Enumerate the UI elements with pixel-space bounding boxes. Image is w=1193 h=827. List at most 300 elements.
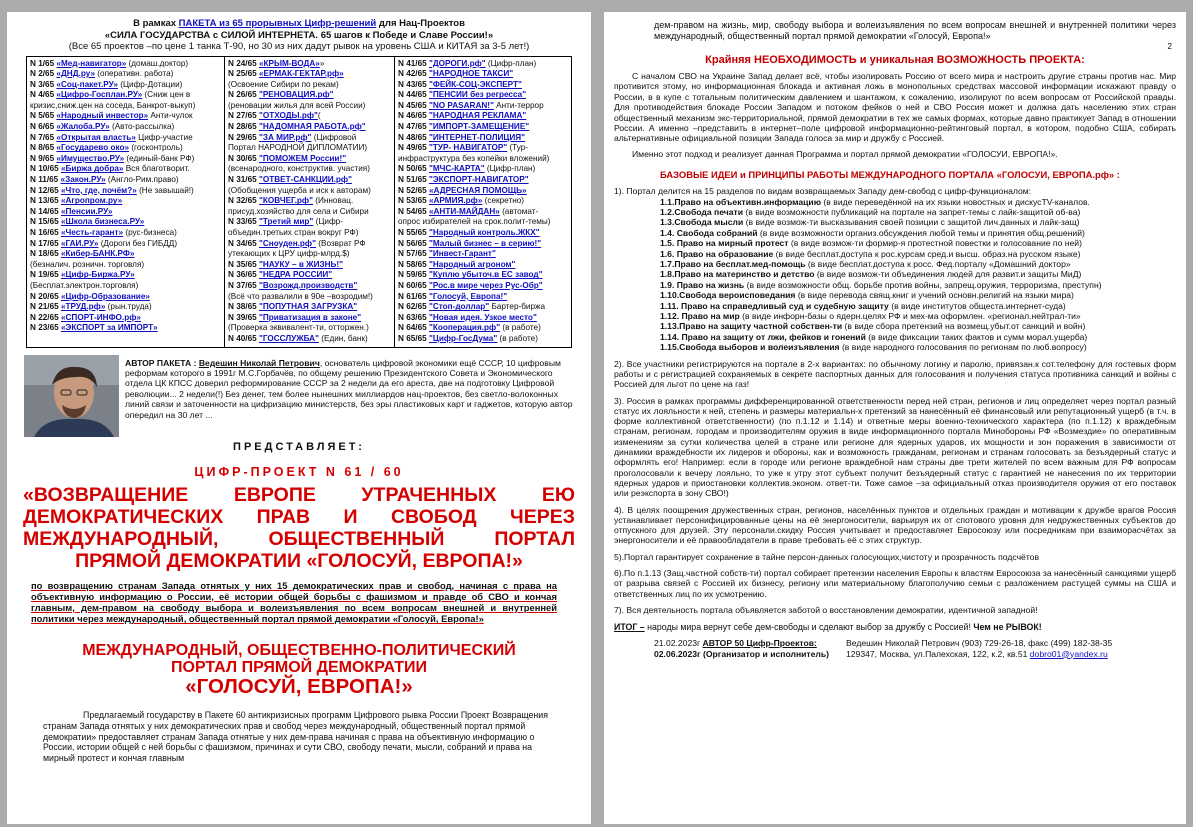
project-link[interactable]: «ТРУД.рф»: [60, 302, 106, 312]
project-link[interactable]: "ГОССЛУЖБА": [258, 333, 319, 343]
header-suffix: для Нац-Проектов: [376, 18, 465, 29]
project-note: Цифр-участие: [135, 132, 193, 142]
package-slogan: «СИЛА ГОСУДАРСТВА с СИЛОЙ ИНТЕРНЕТА. 65 шагов к Победе и Славе России!»: [104, 29, 494, 41]
right-desc: (в виде возможности публикаций на портале на запрет-темы с лайк-защитой об-ва): [743, 206, 1081, 217]
package-note: (Все 65 проектов –по цене 1 танка Т-90, но 30 из них дадут рывок на уровень США и КИТАЯ за 3-5 лет!): [68, 41, 530, 52]
project-note: (Авто-рассылка): [109, 122, 175, 132]
project-link[interactable]: "Приватизация в законе": [258, 312, 362, 322]
project-number: N 6/65: [30, 122, 55, 132]
project-item: [228, 217, 391, 228]
project-number: N 58/65: [398, 259, 427, 269]
project-link[interactable]: "НАРОДНАЯ РЕКЛАМА": [428, 111, 527, 121]
conclusion-label: ИТОГ –: [614, 622, 645, 633]
right-name: 1.8.Право на материнство и детство: [660, 269, 815, 280]
project-number: N 37/65: [228, 280, 257, 290]
right-item: [660, 311, 1176, 321]
project-link[interactable]: «Имущество.РУ»: [56, 153, 125, 163]
project-note: (оперативн. работа): [95, 69, 174, 79]
project-link[interactable]: "ИНТЕРНЕТ-ПОЛИЦИЯ": [428, 132, 525, 142]
project-link[interactable]: "МЧС-КАРТА": [428, 164, 485, 174]
project-link[interactable]: «КРЫМ-ВОДА»: [258, 58, 320, 68]
project-item: [228, 260, 391, 271]
project-item: [228, 154, 391, 165]
project-item: [30, 143, 221, 154]
project-note: (госконтроль): [129, 143, 183, 153]
project-number: N 63/65: [398, 312, 427, 322]
right-item: [660, 228, 1176, 238]
project-item: [398, 281, 568, 292]
project-number: N 47/65: [398, 122, 427, 132]
project-item: [398, 217, 568, 228]
project-link[interactable]: "НАРОДНОЕ ТАКСИ": [428, 69, 514, 79]
right-desc: (в виде бесплат.доступа к росс. Фед.порталу «Домашний доктор»: [805, 258, 1071, 269]
project-number: N 45/65: [398, 100, 427, 110]
project-note: (секретно): [482, 196, 524, 206]
project-number: N 46/65: [398, 111, 427, 121]
project-note: (Проверка эквивалент-ти, отторжен.): [228, 323, 369, 333]
rights-list: [614, 197, 1176, 353]
project-number: N 51/65: [398, 175, 427, 185]
project-note: кризис,сниж.цен на соседа, Банкрот-выкуп): [30, 100, 196, 110]
principle-6: 6).По п.1.13 (Защ.частной собств-ти) портал собирает претензии населения Европы к властям Евросоюза за нанесённый санкциями ущерб от разрыва связей с Россией их бизнесу, региону или материальному благополучию семьи с разложением растущей суммы на США и ответственных лиц по их усмотрению.: [614, 567, 1176, 599]
right-item: [660, 280, 1176, 290]
project-link[interactable]: «Биржа добра»: [60, 164, 124, 174]
project-link[interactable]: "Инвест-Гарант": [428, 249, 496, 259]
portal-name: «ГОЛОСУЙ, ЕВРОПА!»: [185, 675, 413, 699]
project-item: [228, 196, 391, 207]
project-number: N 14/65: [30, 206, 59, 216]
project-link[interactable]: "ЗА МИР.рф": [258, 132, 312, 142]
principle-2: 2). Все участники регистрируются на портале в 2-х вариантах: по обычному логину и паролю, привязан.к сот.телефону для гостевых форм работы и с регистрацией сохраняемых в секрете паспортных данных для голосования и получения статуса противника санкций и войны с Россией для льгот по цене на газ!: [614, 358, 1176, 390]
project-number: N 27/65: [228, 111, 257, 121]
project-link[interactable]: "Возрожд.производств": [258, 280, 358, 290]
project-note: (Цифр-план): [485, 58, 537, 68]
project-note: (Англо-Рим.право): [105, 175, 179, 185]
project-note: (Возврат РФ: [315, 238, 366, 248]
right-item: [660, 342, 1176, 352]
project-number: N 22/65: [30, 312, 59, 322]
project-link[interactable]: «Мед-навигатор»: [56, 58, 127, 68]
project-item: [398, 270, 568, 281]
project-item: [228, 186, 391, 197]
project-note: утекающих к ЦРУ цифр-млрд.$): [228, 249, 350, 259]
project-item: [228, 133, 391, 144]
project-note: (в работе): [500, 323, 541, 333]
project-link[interactable]: «Цифр-Биржа.РУ»: [60, 270, 135, 280]
project-number: N 59/65: [398, 270, 427, 280]
project-number: N 35/65: [228, 259, 257, 269]
project-link[interactable]: «Что, где, почём?»: [60, 185, 137, 195]
project-number: N 24/65: [228, 58, 257, 68]
project-link[interactable]: «АНТИ-МАЙДАН»: [428, 206, 500, 216]
project-note: (Освоение Сибири по рекам): [228, 79, 339, 89]
project-link[interactable]: "Цифр-ГосДума": [428, 333, 498, 343]
project-item: [398, 90, 568, 101]
project-number: N 30/65: [228, 153, 257, 163]
principle-7: 7). Вся деятельность портала объявляется заботой о восстановлении демократии, идентичной западной!: [614, 604, 1038, 615]
project-note: (Сниж цен в: [142, 90, 191, 100]
project-note: »: [319, 58, 325, 68]
project-note: (рын.труда): [105, 302, 152, 312]
projects-column-2: [225, 56, 395, 347]
necessity-heading: Крайняя НЕОБХОДИМОСТЬ и уникальная ВОЗМОЖНОСТЬ ПРОЕКТА:: [705, 54, 1085, 66]
project-note: (всенародного, конструктив. участия): [228, 164, 370, 174]
project-number: N 49/65: [398, 143, 427, 153]
project-item: [228, 270, 391, 281]
project-number: N 23/65: [30, 323, 59, 333]
project-item: [228, 90, 391, 101]
project-item: [30, 196, 221, 207]
portal-line-1: МЕЖДУНАРОДНЫЙ, ОБЩЕСТВЕННО-ПОЛИТИЧЕСКИЙ: [82, 642, 516, 660]
project-link[interactable]: "ЭКСПОРТ-НАВИГАТОР": [428, 175, 529, 185]
project-number: N 28/65: [228, 122, 257, 132]
author-photo: [24, 355, 119, 437]
organizer-role: (Организатор и исполнитель): [702, 648, 830, 659]
project-item: [228, 175, 391, 186]
project-link[interactable]: "Третий мир": [258, 217, 314, 227]
project-number: N 21/65: [30, 302, 59, 312]
project-note: (Бесплат.электрон.торговля): [30, 280, 139, 290]
project-link[interactable]: "NO PASARAN!": [428, 100, 494, 110]
project-note: (Цифр-план): [484, 164, 536, 174]
principle-1: 1). Портал делится на 15 разделов по видам возвращаемых Западу дем-свобод с цифр-функционалом:: [614, 186, 1032, 197]
approach-paragraph: Именно этот подход и реализует данная Программа и портал прямой демократии «ГОЛОСУИ, ЕВРОПА!».: [632, 148, 1058, 159]
project-note: (безналич. розничн. торговля): [30, 259, 145, 269]
project-link[interactable]: "ИМПОРТ-ЗАМЕЩЕНИЕ": [428, 122, 530, 132]
project-number: N 55/65: [398, 228, 427, 237]
right-item: [660, 321, 1176, 331]
project-number: N 48/65: [398, 132, 427, 142]
right-desc: (в виде институтов общеста.интернет-суда): [888, 300, 1066, 311]
project-item: [228, 334, 391, 345]
project-note: (Тур-: [507, 143, 528, 153]
project-item: [228, 69, 391, 80]
project-number: N 44/65: [398, 90, 427, 100]
project-link[interactable]: "ФЕЙК-СОЦ-ЭКСПЕРТ": [428, 79, 522, 89]
project-item: [398, 313, 568, 324]
project-number: N 65/65: [398, 333, 427, 343]
project-number: N 40/65: [228, 333, 257, 343]
page-number: 2: [1167, 42, 1172, 51]
project-link[interactable]: "ДОРОГИ.рф": [428, 58, 486, 68]
project-note: (Обобщения ущерба и иск к авторам): [228, 185, 371, 195]
project-number: N 43/65: [398, 79, 427, 89]
project-item: [30, 69, 221, 80]
principle-5: 5).Портал гарантирует сохранение в тайне персон-данных голосующих,чистоту и прозрачность подсчётов: [614, 551, 1040, 562]
project-title: «ВОЗВРАЩЕНИЕ ЕВРОПЕ УТРАЧЕННЫХ ЕЮ ДЕМОКРАТИЧЕСКИХ ПРАВ И СВОБОД ЧЕРЕЗ МЕЖДУНАРОДНЫЙ, ОБЩЕСТВЕННЫЙ ПОРТАЛ ПРЯМОЙ ДЕМОКРАТИИ «ГОЛОСУЙ, ЕВРОПА!»: [23, 483, 575, 572]
conclusion: [614, 622, 1176, 632]
project-item: [228, 143, 391, 154]
project-link[interactable]: "Рос.в мире через Рус-Обр": [428, 280, 543, 290]
project-link[interactable]: "Сноуден.рф": [258, 238, 316, 248]
project-item: [398, 228, 568, 239]
project-number: N 33/65: [228, 217, 257, 227]
project-note: инфраструктура без копейки вложений): [398, 153, 550, 163]
right-item: [660, 217, 1176, 227]
contact-email[interactable]: dobro01@yandex.ru: [1029, 648, 1108, 659]
project-note: (Дороги без ГИБДД): [98, 238, 178, 248]
right-name: 1.15.Свобода выборов и волеизъявления: [660, 342, 840, 353]
project-number: N 19/65: [30, 270, 59, 280]
package-link[interactable]: ПАКЕТА из 65 прорывных Цифр-решений: [178, 18, 377, 29]
right-name: 1.1.Право на объективн.информацию: [660, 196, 822, 207]
project-item: [398, 207, 568, 218]
project-link[interactable]: "Стоп-доллар": [428, 302, 490, 312]
project-link[interactable]: "ПОПУТНАЯ ЗАГРУЗКА": [258, 302, 358, 312]
project-number: N 38/65: [228, 302, 257, 312]
right-name: 1.10.Свобода вероисповедания: [660, 290, 796, 301]
project-number: N 3/65: [30, 79, 55, 89]
project-link[interactable]: "Новая идея. Узкое место": [428, 312, 537, 322]
project-link[interactable]: «Закон.РУ»: [60, 175, 106, 185]
project-number: N 20/65: [30, 291, 59, 301]
project-number: N 32/65: [228, 196, 257, 206]
principles-heading: БАЗОВЫЕ ИДЕИ и ПРИНЦИПЫ РАБОТЫ МЕЖДУНАРОДНОГО ПОРТАЛА «ГОЛОСУИ, ЕВРОПА.рф» :: [660, 169, 1120, 181]
project-note: Анти-чулок: [148, 111, 193, 121]
project-link[interactable]: «Цифр-Образование»: [60, 291, 150, 301]
project-item: [398, 101, 568, 112]
project-item: [398, 164, 568, 175]
project-link[interactable]: «Государево око»: [56, 143, 130, 153]
project-number: N 64/65: [398, 323, 427, 333]
project-item: [30, 111, 221, 122]
project-number: N 7/65: [30, 132, 55, 142]
project-number: N 1/65: [30, 58, 55, 68]
project-item: [30, 281, 221, 292]
project-item: [228, 323, 391, 334]
project-item: [228, 80, 391, 91]
project-item: [228, 239, 391, 250]
right-name: 1.4. Свобода собраний: [660, 227, 758, 238]
project-link[interactable]: «Агропром.ру»: [60, 196, 123, 206]
project-number: N 61/65: [398, 291, 427, 301]
project-number: N 4/65: [30, 90, 55, 100]
author-label: АВТОР ПАКЕТА :: [125, 357, 197, 368]
project-link[interactable]: "НАДОМНАЯ РАБОТА.рф": [258, 122, 366, 132]
project-note: (единый-банк РФ): [124, 153, 195, 163]
project-item: [398, 196, 568, 207]
right-item: [660, 259, 1176, 269]
project-link[interactable]: "КОВЧЕГ.рф": [258, 196, 313, 206]
project-number: ЦИФР-ПРОЕКТ N 61 / 60: [194, 464, 404, 479]
presents-label: ПРЕДСТАВЛЯЕТ:: [233, 440, 365, 453]
project-number: N 31/65: [228, 175, 257, 185]
author-name: Ведешин Николай Петрович: [198, 357, 320, 368]
project-number: N 13/65: [30, 196, 59, 206]
project-link[interactable]: «АРМИЯ.рф»: [428, 196, 483, 206]
project-link[interactable]: "РЕНОВАЦИЯ.рф": [258, 90, 334, 100]
author-block: [15, 355, 583, 439]
project-number: N 26/65: [228, 90, 257, 100]
project-number: N 8/65: [30, 143, 55, 153]
project-link[interactable]: "ПОМОЖЕМ России!": [258, 153, 347, 163]
project-item: [30, 270, 221, 281]
right-name: 1.9. Право на жизнь: [660, 279, 745, 290]
project-link[interactable]: «Цифро-Госплан.РУ»: [56, 90, 143, 100]
right-desc: (в виде бесплат.доступа к рос.курсам сред.и высш. образ.на русском языке): [773, 248, 1081, 259]
right-desc: (в виде народного голосования по регионам по люб.вопросу): [839, 342, 1087, 353]
necessity-paragraph: С началом СВО на Украине Запад делает всё, чтобы изолировать Россию от всего мира и настроить другие страны против нас. Мир противится этому, но информационная блокада и активная ложь в монопольных средствах массовой информации искажают правду о России, в в купе с тотальным политическим давлением и шантажом, к сожалению, изолируют по всем вопросам от Российской правды. Для противодействия блокаде России Западом и потоком фейков о ней и СВО Россия может и должна дать населению этих стран общественный механизм экс-территориальной, прямой демократии в тех же самых формах, которые давно практикует Запад в отношении России. А именно –представить в интернет–поле цифровой информационно-рейтинговый портал, в котором, подобно США, собирать альтернативные официальной позиции Запада голоса за мир и дружбу с Россией.: [614, 71, 1176, 144]
footer-contacts: [846, 638, 1112, 659]
portal-title: [15, 642, 583, 698]
footer-dates: [654, 638, 829, 659]
right-name: 1.5. Право на мирный протест: [660, 238, 789, 249]
project-item: [30, 249, 221, 260]
project-number: N 18/65: [30, 249, 59, 259]
project-item: [228, 249, 391, 260]
project-item: [30, 323, 221, 334]
project-number: N 25/65: [228, 69, 257, 79]
project-link[interactable]: "Куплю убыточ.в ЕС завод": [428, 270, 543, 280]
principle-4: 4). В целях поощрения дружественных стран, регионов, населённых пунктов и отдельных граждан и мотивации к дружбе врагов Россия устанавливает персонифицированные цены на её энергоносители, варьируя их от спотового уровня для недружественных субъектов до отпускного для друзей. Эту персонали.скидку Россия учитывает и предоставляет Евросоюзу или посредникам при взаиморасчётах за энергоносители и её правообладатели в праве требовать её с этих структур.: [614, 504, 1176, 546]
project-link[interactable]: "Голосуй, Европа!": [428, 291, 508, 301]
project-link[interactable]: "Народный агроном": [428, 259, 516, 269]
right-name: 1.12. Право на мир: [660, 311, 740, 322]
project-link[interactable]: "ТУР- НАВИГАТОР": [428, 143, 508, 153]
project-item: [30, 154, 221, 165]
project-number: N 34/65: [228, 238, 257, 248]
project-item: [30, 260, 221, 271]
right-desc: (в виде возможности организ.обсуждения любой темы и принятия общ.решений): [757, 227, 1085, 238]
project-link[interactable]: «ДНД.ру»: [56, 69, 96, 79]
project-note: Портал НАРОДНОЙ ДИПЛОМАТИИ): [228, 143, 368, 153]
project-note: присуд.хозяйство для села и Сибири: [228, 206, 369, 216]
project-note: (в работе): [497, 333, 538, 343]
project-link[interactable]: "Малый бизнес – в серию!": [428, 238, 542, 248]
footer: [614, 638, 1176, 660]
project-item: [398, 80, 568, 91]
project-link[interactable]: "Народный контроль.ЖКХ": [428, 228, 540, 237]
project-note: Анти-террор: [493, 100, 544, 110]
project-item: [398, 334, 568, 345]
project-link[interactable]: «АДРЕСНАЯ ПОМОЩЬ»: [428, 185, 527, 195]
project-item: [228, 313, 391, 324]
project-number: N 56/65: [398, 238, 427, 248]
project-item: [398, 323, 568, 334]
project-number: N 42/65: [398, 69, 427, 79]
project-number: N 50/65: [398, 164, 427, 174]
right-item: [660, 249, 1176, 259]
project-item: [398, 59, 568, 70]
project-link[interactable]: "ОТХОДЫ.рф": [258, 111, 318, 121]
package-header: [15, 18, 583, 53]
right-desc: (в виде переведённой на их языки новостных и дискусТV-каналов.: [821, 196, 1090, 207]
project-number: N 2/65: [30, 69, 55, 79]
project-link[interactable]: "НЕДРА РОССИИ": [258, 270, 333, 280]
right-desc: (в виде возмож-ти высказывания своей позиции с защитой лич.данных и лайк-защ): [743, 217, 1080, 228]
project-item: [228, 302, 391, 313]
project-item: [398, 143, 568, 154]
project-link[interactable]: "ПЕНСИИ без регресса": [428, 90, 527, 100]
right-desc: (в виде возможности общ. борьбе против войны, запрещ.оружия, терроризма, преступн): [744, 279, 1102, 290]
project-item: [30, 186, 221, 197]
project-item: [30, 101, 221, 112]
project-link[interactable]: «Пенсии.РУ»: [60, 206, 113, 216]
project-note: (Цифровой: [311, 132, 357, 142]
project-number: N 52/65: [398, 185, 427, 195]
project-number: N 16/65: [30, 228, 59, 237]
project-item: [398, 249, 568, 260]
project-link[interactable]: «Школа бизнеса.РУ»: [60, 217, 145, 227]
project-link[interactable]: "Кооперация.рф": [428, 323, 501, 333]
right-desc: (в виде инфорн-базы о ядерн.целях РФ и мех-ма оформлен. «регионал.нейтрал-ти»: [739, 311, 1081, 322]
project-note: (Цифр-Дотации): [117, 79, 183, 89]
principle-3: 3). Россия в рамках программы дифференцированной ответственности перед ней стран, регионов и лиц определяет через портал разный статус их лояльности к ней, степень и размеры материальн-х претензий за нанесённый её финансовый или репутационный ущерб (в т.ч. в форме коллективной ответственности) (по п.1.12 и 1.14) и ответные меры военно-технического характера (по п.1.12) к враждебным странам, регионам, городам и производителям оружия в виде информационного портала Минобороны РФ «Возмездие» по оперативным изменениям за сутки количества целей в стране или регионе для ядерных ударов, их мощности и зон поражения в зависимости от динамики враждебности их лидеров и обороны, как и возможность гражданам, регионам и странам голосовать за безъядерный статус и оформлять его! Например: если в городе или регионе враждебной нам страны две трети жителей по всем важным для РФ вопросам проголосовали к вечеру лояльно, то уже к утру этот субъект получит безъядерный статус с гарантией не нанесения по их территории ядерных ударов и приостановки коллектив.эконом. ответ-ти. Тоже самое –за официальный отказ производителя оружия от его поставок или реэкспорта в зону СВО!): [614, 395, 1176, 499]
project-link[interactable]: «Народный инвестор»: [56, 111, 149, 121]
project-item: [398, 260, 568, 271]
right-item: [660, 197, 1176, 207]
project-item: [228, 59, 391, 70]
project-item: [30, 164, 221, 175]
project-link[interactable]: «Соц-пакет.РУ»: [56, 79, 118, 89]
project-item: [398, 186, 568, 197]
project-item: [228, 207, 391, 218]
project-link[interactable]: «Честь-гарант»: [60, 228, 124, 237]
right-item: [660, 269, 1176, 279]
right-item: [660, 332, 1176, 342]
projects-column-1: [27, 56, 225, 347]
project-link[interactable]: «ГАИ.РУ»: [60, 238, 99, 248]
project-item: [30, 59, 221, 70]
projects-column-3: [395, 56, 572, 347]
project-number: N 41/65: [398, 58, 427, 68]
project-number: N 11/65: [30, 175, 59, 185]
project-link[interactable]: «Жалоба.РУ»: [56, 122, 110, 132]
project-note: (: [317, 111, 321, 121]
project-link[interactable]: «ЕРМАК-ГЕКТАР.рф»: [258, 69, 344, 79]
project-number: N 53/65: [398, 196, 427, 206]
project-item: [30, 302, 221, 313]
project-note: (Всё что развалили в 90е –возродим!): [228, 291, 373, 301]
project-note: Бартер-биржа: [489, 302, 546, 312]
project-item: [30, 228, 221, 239]
right-item: [660, 301, 1176, 311]
project-item: [228, 164, 391, 175]
project-item: [228, 228, 391, 239]
portal-line-2: ПОРТАЛ ПРЯМОЙ ДЕМОКРАТИИ: [171, 659, 427, 677]
project-item: [30, 292, 221, 303]
right-desc: (в виде фиксации таких фактов и сумм морал.ущерба): [865, 331, 1088, 342]
project-item: [228, 292, 391, 303]
project-number: N 5/65: [30, 111, 55, 121]
right-desc: (в виде возмож-ти объединения людей для развит.и защиты МиД): [814, 269, 1082, 280]
project-link[interactable]: «СПОРТ-ИНФО.рф»: [60, 312, 141, 322]
project-item: [30, 90, 221, 101]
project-link[interactable]: «ЭКСПОРТ за ИМПОРТ»: [60, 323, 158, 333]
project-link[interactable]: "ОТВЕТ-САНКЦИИ.рф": [258, 175, 352, 185]
contact-phone: Ведешин Николай Петрович (903) 729-26-18, факс (499) 182-38-35: [846, 638, 1113, 649]
project-number: N 60/65: [398, 280, 427, 290]
project-number: N 15/65: [30, 217, 59, 227]
project-item: [398, 175, 568, 186]
header-prefix: В рамках: [133, 18, 179, 29]
project-item: [228, 111, 391, 122]
project-number: N 54/65: [398, 206, 427, 216]
project-note: (реновации жилья для всей России): [228, 100, 366, 110]
date-1: 21.02.2023г: [654, 638, 701, 649]
project-note: объедин.третьих стран вокруг РФ): [228, 228, 359, 237]
project-item: [398, 154, 568, 165]
right-desc: (в виде возмож-ти формир-я протестной повестки и голосование по ней): [788, 238, 1082, 249]
project-note: (Един, банк): [318, 333, 368, 343]
project-link[interactable]: «Кибер-БАНК.РФ»: [60, 249, 135, 259]
project-link[interactable]: «Открытая власть»: [56, 132, 136, 142]
project-item: [30, 217, 221, 228]
project-note: Вся благотворит.: [123, 164, 190, 174]
project-note: (Инновац.: [312, 196, 354, 206]
project-link[interactable]: "НАУКУ – в ЖИЗНЬ!": [258, 259, 343, 269]
date-2: 02.06.2023г: [654, 648, 701, 659]
